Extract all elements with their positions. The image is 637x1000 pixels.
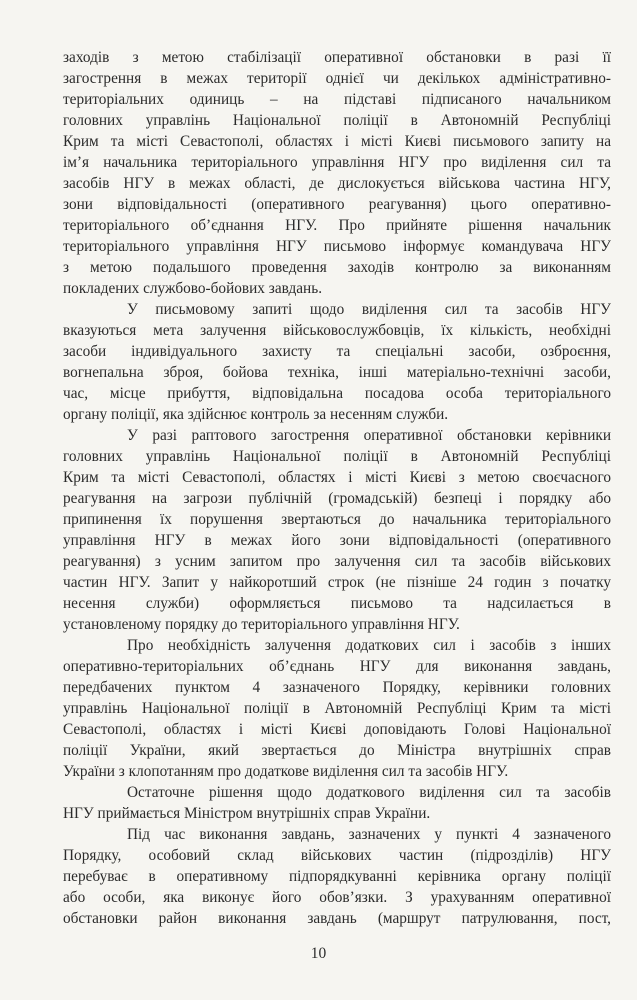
text-line: заходів з метою стабілізації оперативної обстановки в разі її bbox=[63, 49, 611, 66]
page-number: 10 bbox=[310, 945, 327, 962]
text-line: з метою подальшого проведення заходів контролю за виконанням bbox=[63, 259, 611, 276]
paragraph bbox=[63, 47, 611, 299]
text-line: ім’я начальника територіального управління НГУ про виділення сил та bbox=[63, 154, 611, 171]
text-line: НГУ приймається Міністром внутрішніх справ України. bbox=[63, 805, 431, 822]
text-line: України з клопотанням про додаткове виділення сил та засобів НГУ. bbox=[63, 763, 509, 780]
text-line: територіальних одиниць – на підставі підписаного начальником bbox=[63, 91, 611, 108]
text-line: управління НГУ в межах його зони відповідальності (оперативного bbox=[63, 532, 611, 549]
text-line: поліції України, який звертається до Міністра внутрішніх справ bbox=[63, 742, 611, 759]
paragraph bbox=[63, 635, 611, 782]
text-line: або особи, яка виконує його обов’язки. З урахуванням оперативної bbox=[63, 889, 611, 906]
text-line: реагування) з усним запитом про залучення сил та засобів військових bbox=[63, 553, 611, 570]
text-line: несення служби) оформляється письмово та надсилається в bbox=[63, 595, 611, 612]
text-line: територіального об’єднання НГУ. Про прийняте рішення начальник bbox=[63, 217, 611, 234]
text-line: перебуває в оперативному підпорядкуванні керівника органу поліції bbox=[63, 868, 611, 885]
text-line: зони відповідальності (оперативного реагування) цього оперативно- bbox=[63, 196, 611, 213]
text-line: Крим та місті Севастополі, областях і місті Києві з метою своєчасного bbox=[63, 469, 611, 486]
text-line: реагування на загрози публічній (громадській) безпеці і порядку або bbox=[63, 490, 611, 507]
text-line: управлінь Національної поліції в Автономній Республіці Крим та місті bbox=[63, 700, 611, 717]
text-line: покладених службово-бойових завдань. bbox=[63, 280, 323, 297]
text-line: головних управлінь Національної поліції в Автономній Республіці bbox=[63, 112, 611, 129]
text-line: загострення в межах території однієї чи декількох адміністративно- bbox=[63, 70, 611, 87]
text-line: Севастополі, областях і місті Києві доповідають Голові Національної bbox=[63, 721, 611, 738]
paragraph bbox=[63, 425, 611, 635]
paragraph bbox=[63, 299, 611, 425]
document-body bbox=[63, 47, 611, 929]
text-line: обстановки район виконання завдань (маршрут патрулювання, пост, bbox=[63, 910, 611, 927]
text-line: передбачених пунктом 4 зазначеного Порядку, керівники головних bbox=[63, 679, 611, 696]
paragraph bbox=[63, 782, 611, 824]
text-line: Порядку, особовий склад військових частин (підрозділів) НГУ bbox=[63, 847, 611, 864]
text-line: установленому порядку до територіального управління НГУ. bbox=[63, 616, 460, 633]
text-line: Під час виконання завдань, зазначених у пункті 4 зазначеного bbox=[127, 826, 611, 843]
text-line: вказуються мета залучення військовослужбовців, їх кількість, необхідні bbox=[63, 322, 611, 339]
text-line: час, місце прибуття, відповідальна посадова особа територіального bbox=[63, 385, 611, 402]
text-line: Крим та місті Севастополі, областях і місті Києві письмового запиту на bbox=[63, 133, 611, 150]
text-line: вогнепальна зброя, бойова техніка, інші матеріально-технічні засоби, bbox=[63, 364, 611, 381]
text-line: Про необхідність залучення додаткових сил і засобів з інших bbox=[127, 637, 611, 654]
paragraph bbox=[63, 824, 611, 929]
text-line: головних управлінь Національної поліції в Автономній Республіці bbox=[63, 448, 611, 465]
text-line: органу поліції, яка здійснює контроль за несенням служби. bbox=[63, 406, 449, 423]
text-line: У письмовому запиті щодо виділення сил та засобів НГУ bbox=[127, 301, 611, 318]
text-line: засобів НГУ в межах області, де дислокується військова частина НГУ, bbox=[63, 175, 611, 192]
text-line: У разі раптового загострення оперативної обстановки керівники bbox=[127, 427, 611, 444]
text-line: територіального управління НГУ письмово інформує командувача НГУ bbox=[63, 238, 611, 255]
text-line: припинення їх порушення звертаються до начальника територіального bbox=[63, 511, 611, 528]
text-line: Остаточне рішення щодо додаткового виділення сил та засобів bbox=[127, 784, 611, 801]
text-line: оперативно-територіальних об’єднань НГУ для виконання завдань, bbox=[63, 658, 611, 675]
text-line: частин НГУ. Запит у найкоротший строк (не пізніше 24 годин з початку bbox=[63, 574, 611, 591]
text-line: засоби індивідуального захисту та спеціальні засоби, озброєння, bbox=[63, 343, 611, 360]
